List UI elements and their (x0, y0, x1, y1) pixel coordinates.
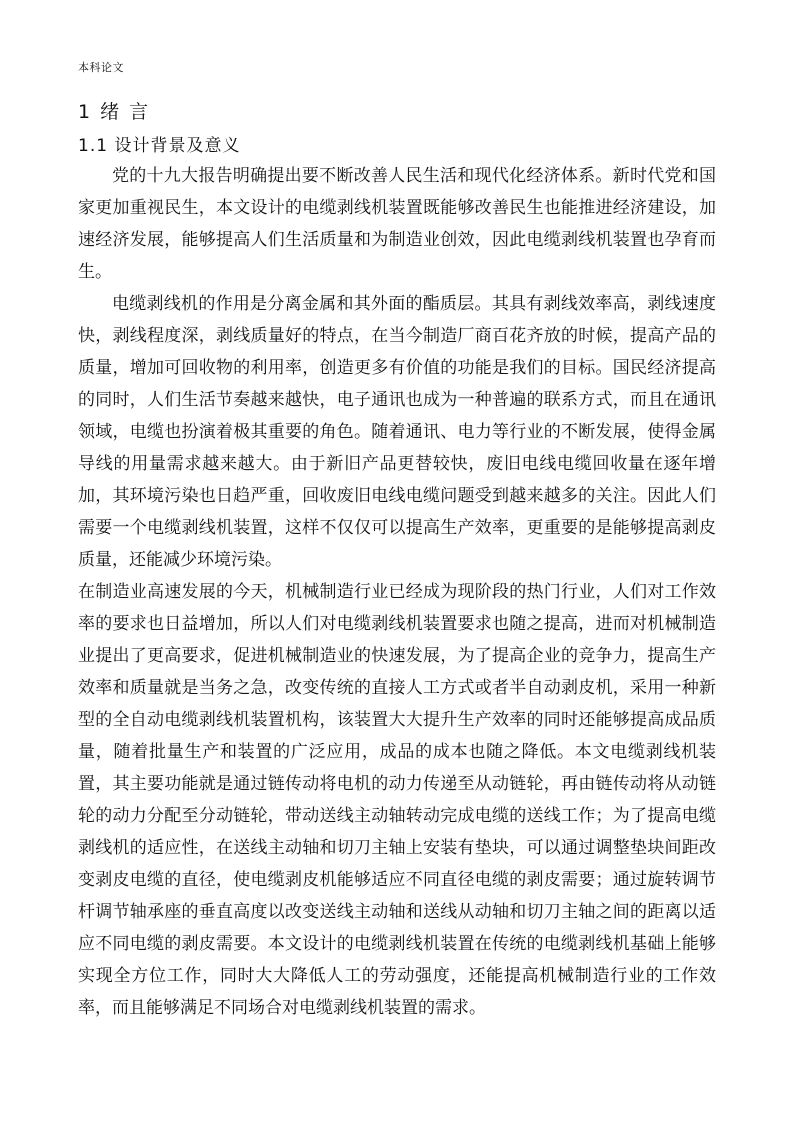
paragraph: 电缆剥线机的作用是分离金属和其外面的酯质层。其具有剥线效率高，剥线速度快，剥线程度深，剥线质量好的特点，在当今制造厂商百花齐放的时候，提高产品的质量，增加可回收物的利用率，创造更多有价值的功能是我们的目标。国民经济提高的同时，人们生活节奏越来越快，电子通讯也成为一种普遍的联系方式，而且在通讯领域，电缆也扮演着极其重要的角色。随着通讯、电力等行业的不断发展，使得金属导线的用量需求越来越大。由于新旧产品更替较快，废旧电线电缆回收量在逐年增加，其环境污染也日趋严重，回收废旧电线电缆问题受到越来越多的关注。因此人们需要一个电缆剥线机装置，这样不仅仅可以提高生产效率，更重要的是能够提高剥皮质量，还能减少环境污染。 (78, 294, 716, 570)
section-title: 1.1 设计背景及意义 (78, 136, 241, 156)
body-text (78, 160, 716, 1024)
running-header: 本科论文 (78, 61, 124, 74)
chapter-title: 1 绪 言 (78, 101, 151, 123)
paragraph: 党的十九大报告明确提出要不断改善人民生活和现代化经济体系。新时代党和国家更加重视民生，本文设计的电缆剥线机装置既能够改善民生也能推进经济建设，加速经济发展，能够提高人们生活质量和为制造业创效，因此电缆剥线机装置也孕育而生。 (78, 166, 716, 282)
paragraph: 在制造业高速发展的今天，机械制造行业已经成为现阶段的热门行业，人们对工作效率的要求也日益增加，所以人们对电缆剥线机装置要求也随之提高，进而对机械制造业提出了更高要求，促进机械制造业的快速发展，为了提高企业的竞争力，提高生产效率和质量就是当务之急，改变传统的直接人工方式或者半自动剥皮机，采用一种新型的全自动电缆剥线机装置机构，该装置大大提升生产效率的同时还能够提高成品质量，随着批量生产和装置的广泛应用，成品的成本也随之降低。本文电缆剥线机装置，其主要功能就是通过链传动将电机的动力传递至从动链轮，再由链传动将从动链轮的动力分配至分动链轮，带动送线主动轴转动完成电缆的送线工作；为了提高电缆剥线机的适应性，在送线主动轴和切刀主轴上安装有垫块，可以通过调整垫块间距改变剥皮电缆的直径，使电缆剥皮机能够适应不同直径电缆的剥皮需要；通过旋转调节杆调节轴承座的垂直高度以改变送线主动轴和送线从动轴和切刀主轴之间的距离以适应不同电缆的剥皮需要。本文设计的电缆剥线机装置在传统的电缆剥线机基础上能够实现全方位工作，同时大大降低人工的劳动强度，还能提高机械制造行业的工作效率，而且能够满足不同场合对电缆剥线机装置的需求。 (78, 582, 716, 1018)
